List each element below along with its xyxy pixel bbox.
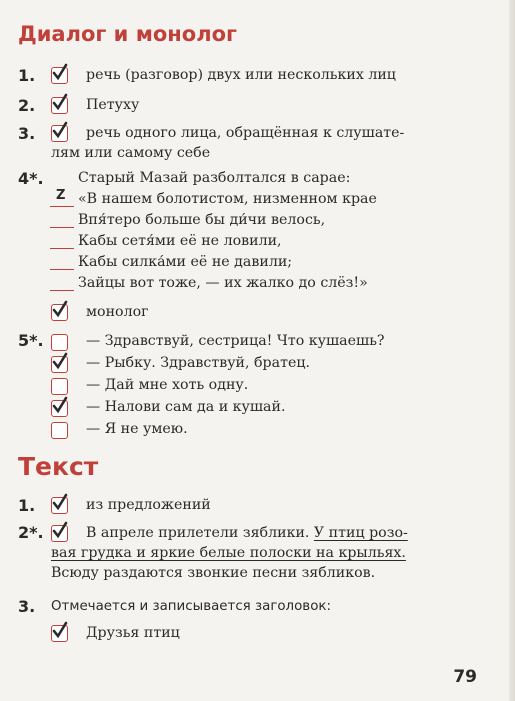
checkbox-text-q2[interactable] <box>51 525 68 542</box>
checkmark-icon <box>51 351 69 371</box>
checkbox-q3[interactable] <box>51 125 68 142</box>
poem-line-1: Старый Мазай разболтался в сарае: <box>78 170 351 186</box>
dialog-line-3: — Дай мне хоть одну. <box>86 377 249 393</box>
checkmark-icon <box>51 62 69 82</box>
text-line-1 <box>86 523 408 543</box>
section-title-dialog: Диалог и монолог <box>18 22 238 46</box>
text-line-2: вая грудка и яркие белые полоски на крыльях. <box>51 545 406 561</box>
answer-q3-line-2: лям или самому себе <box>51 145 211 161</box>
question-number-text-1: 1. <box>18 496 36 515</box>
checkbox-q2[interactable] <box>51 97 68 114</box>
checkmark-icon <box>51 92 69 112</box>
question-number-1: 1. <box>18 66 36 85</box>
question-number-text-2: 2*. <box>18 523 44 542</box>
checkmark-icon <box>51 492 69 512</box>
blank-line <box>50 206 74 207</box>
answer-q3-line-1: речь одного лица, обращённая к слушате- <box>86 125 405 141</box>
poem-line-5: Кабы силка́ми её не давили; <box>78 254 293 270</box>
text-line-3: Всюду раздаются звонкие песни зябликов. <box>51 565 376 581</box>
answer-text-q1: из предложений <box>86 497 211 513</box>
checkmark-icon <box>51 520 69 540</box>
checkmark-icon <box>51 299 69 319</box>
page-edge <box>509 0 515 701</box>
answer-q4: монолог <box>86 304 149 320</box>
question-number-4: 4*. <box>18 169 44 188</box>
text-line-1-underlined: У птиц розо- <box>313 525 408 541</box>
question-number-3: 3. <box>18 124 36 143</box>
dialog-line-4: — Налови сам да и кушай. <box>86 399 286 415</box>
dialog-line-5: — Я не умею. <box>86 421 188 437</box>
checkbox-q5-line-3[interactable] <box>51 378 68 395</box>
checkmark-icon <box>51 120 69 140</box>
text-line-1-plain: В апреле прилетели зяблики. <box>86 525 314 541</box>
question-number-text-3: 3. <box>18 597 36 616</box>
poem-line-6: Зайцы вот тоже, — их жалко до слёз!» <box>78 275 368 291</box>
checkbox-q5-line-4[interactable] <box>51 400 68 417</box>
poem-line-2: «В нашем болотистом, низменном крае <box>78 191 377 207</box>
answer-text-q3: Друзья птиц <box>86 625 180 641</box>
question-number-5: 5*. <box>18 331 44 350</box>
checkbox-q4[interactable] <box>51 304 68 321</box>
checkbox-q5-line-5[interactable] <box>51 422 68 439</box>
dialog-line-1: — Здравствуй, сестрица! Что кушаешь? <box>86 333 385 349</box>
checkmark-icon <box>51 395 69 415</box>
checkbox-q5-line-2[interactable] <box>51 356 68 373</box>
capital-mark: Z <box>56 188 66 203</box>
answer-q1: речь (разговор) двух или нескольких лиц <box>86 67 396 83</box>
blank-line <box>50 227 74 228</box>
question-number-2: 2. <box>18 96 36 115</box>
question-text-3: Отмечается и записывается заголовок: <box>51 599 331 614</box>
dialog-line-2: — Рыбку. Здравствуй, братец. <box>86 355 310 371</box>
checkbox-text-q1[interactable] <box>51 497 68 514</box>
checkbox-q1[interactable] <box>51 67 68 84</box>
checkbox-q5-line-1[interactable] <box>51 334 68 351</box>
blank-line <box>50 269 74 270</box>
checkmark-icon <box>51 620 69 640</box>
poem-line-4: Кабы сетя́ми её не ловили, <box>78 233 282 249</box>
checkbox-text-q3[interactable] <box>51 625 68 642</box>
answer-q2: Петуху <box>86 97 140 113</box>
page-number: 79 <box>453 667 477 687</box>
section-title-text: Текст <box>18 452 99 481</box>
blank-line <box>50 290 74 291</box>
poem-line-3: Впя́теро больше бы ди́чи велось, <box>78 212 326 228</box>
blank-line <box>50 248 74 249</box>
